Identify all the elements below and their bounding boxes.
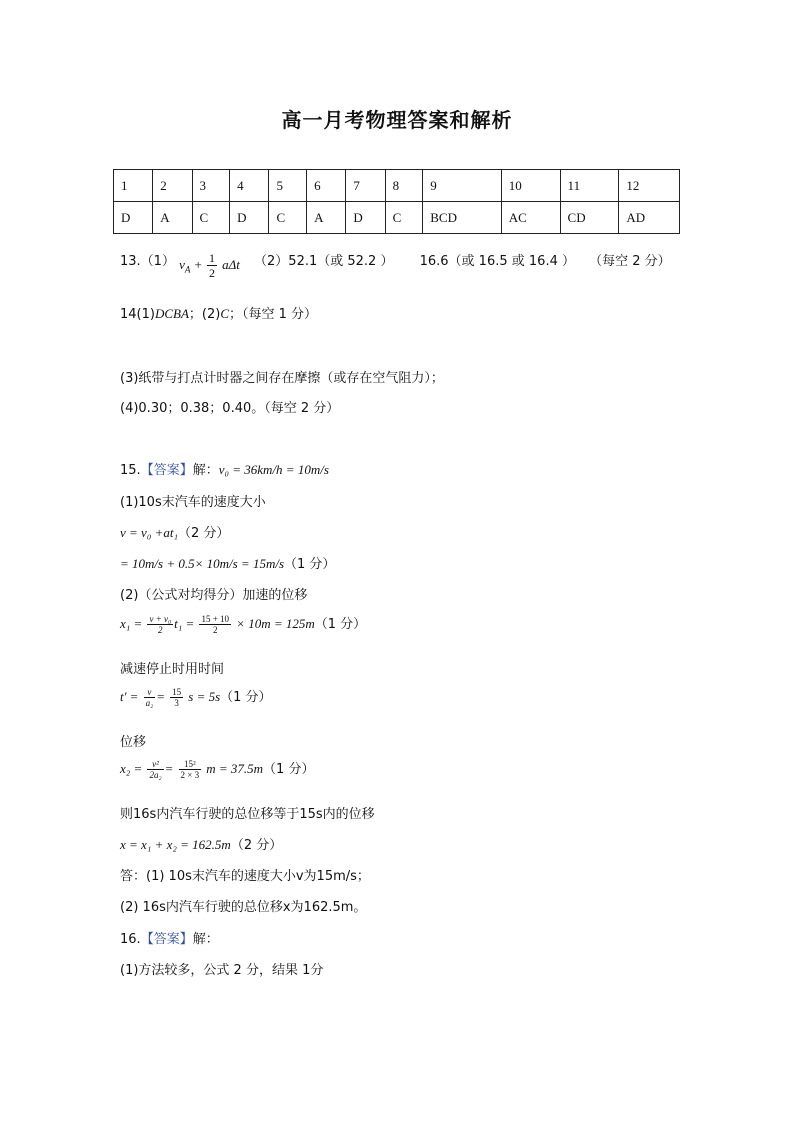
q14-line1: 14(1)DCBA；(2)C；（每空 1 分） xyxy=(120,306,318,322)
table-cell: A xyxy=(307,202,346,234)
q13-part2: （2）52.1（或 52.2 ） xyxy=(254,254,394,269)
q15-p3-formula: t' = $\frac{v}{\text{a₂}}$ = $\frac{15}{3}$ s = 5s（1 分） xyxy=(120,687,272,708)
question-number-row xyxy=(114,170,680,202)
table-cell: D xyxy=(114,202,153,234)
table-cell: 1 xyxy=(114,170,153,202)
q13-formula: $v_A$ + $\frac{1}{2}$ aΔt xyxy=(179,251,240,280)
table-cell: 7 xyxy=(346,170,385,202)
q15-p1-formula2: = 10m/s + 0.5× 10m/s = 15m/s（1 分） xyxy=(120,556,336,572)
q15-p3-title: 减速停止时用时间 xyxy=(120,662,225,677)
q13-line xyxy=(120,243,671,280)
table-cell: D xyxy=(230,202,269,234)
q16-header: 16.【答案】解： xyxy=(120,932,219,947)
table-cell: 11 xyxy=(560,170,619,202)
table-cell: A xyxy=(153,202,192,234)
q15-p2-formula: x₁ = $\frac{\text{v + v₀}}{2}$ t₁ = $\frac{15 + 10}{2}$ × 10m = 125m（1 分） xyxy=(120,614,367,635)
q15-p1-title: (1)10s末汽车的速度大小 xyxy=(120,495,266,510)
q15-p5-formula: x = x₁ + x₂ = 162.5m（2 分） xyxy=(120,837,283,853)
q13-note: （每空 2 分） xyxy=(589,254,671,269)
table-cell: 9 xyxy=(423,170,501,202)
q14-line4: (4)0.30；0.38；0.40。（每空 2 分） xyxy=(120,401,340,416)
table-cell: 4 xyxy=(230,170,269,202)
table-cell: 6 xyxy=(307,170,346,202)
table-cell: C xyxy=(192,202,230,234)
q15-answer-1: 答：(1) 10s末汽车的速度大小v为15m/s； xyxy=(120,869,370,884)
page-title: 高一月考物理答案和解析 xyxy=(281,108,513,132)
q16-line1: (1)方法较多，公式 2 分，结果 1分 xyxy=(120,963,324,978)
q15-p4-title: 位移 xyxy=(120,735,147,750)
q14-line3: (3)纸带与打点计时器之间存在摩擦（或存在空气阻力）； xyxy=(120,371,444,386)
answer-row xyxy=(114,202,680,234)
answer-table xyxy=(113,169,680,234)
q15-p5-title: 则16s内汽车行驶的总位移等于15s内的位移 xyxy=(120,807,375,822)
q13-fraction: $\frac{1}{2}$ xyxy=(209,251,215,280)
answer-tag: 【答案】 xyxy=(140,463,193,478)
q15-p2-title: (2)（公式对均得分）加速的位移 xyxy=(120,588,308,603)
table-cell: C xyxy=(385,202,423,234)
table-cell: C xyxy=(269,202,307,234)
table-cell: 8 xyxy=(385,170,423,202)
q13-prefix: 13.（1） xyxy=(120,254,175,269)
table-cell: 3 xyxy=(192,170,230,202)
q15-p1-formula1: v = v₀ +at₁（2 分） xyxy=(120,525,230,541)
table-cell: D xyxy=(346,202,385,234)
table-cell: 5 xyxy=(269,170,307,202)
table-cell: AD xyxy=(619,202,680,234)
answer-tag: 【答案】 xyxy=(140,932,193,947)
q15-answer-2: (2) 16s内汽车行驶的总位移x为162.5m。 xyxy=(120,900,367,915)
q13-part3: 16.6（或 16.5 或 16.4 ） xyxy=(419,254,575,269)
q15-header: 15.【答案】解：v₀ = 36km/h = 10m/s xyxy=(120,462,329,478)
table-cell: 2 xyxy=(153,170,192,202)
q15-p4-formula: x₂ = $\frac{\text{v²}}{\text{2a₂}}$ = $\frac{\text{15²}}{2 \times 3}$ m = 37.5m（1 分） xyxy=(120,759,315,780)
table-cell: 10 xyxy=(501,170,560,202)
table-cell: 12 xyxy=(619,170,680,202)
table-cell: BCD xyxy=(423,202,501,234)
table-cell: CD xyxy=(560,202,619,234)
table-cell: AC xyxy=(501,202,560,234)
